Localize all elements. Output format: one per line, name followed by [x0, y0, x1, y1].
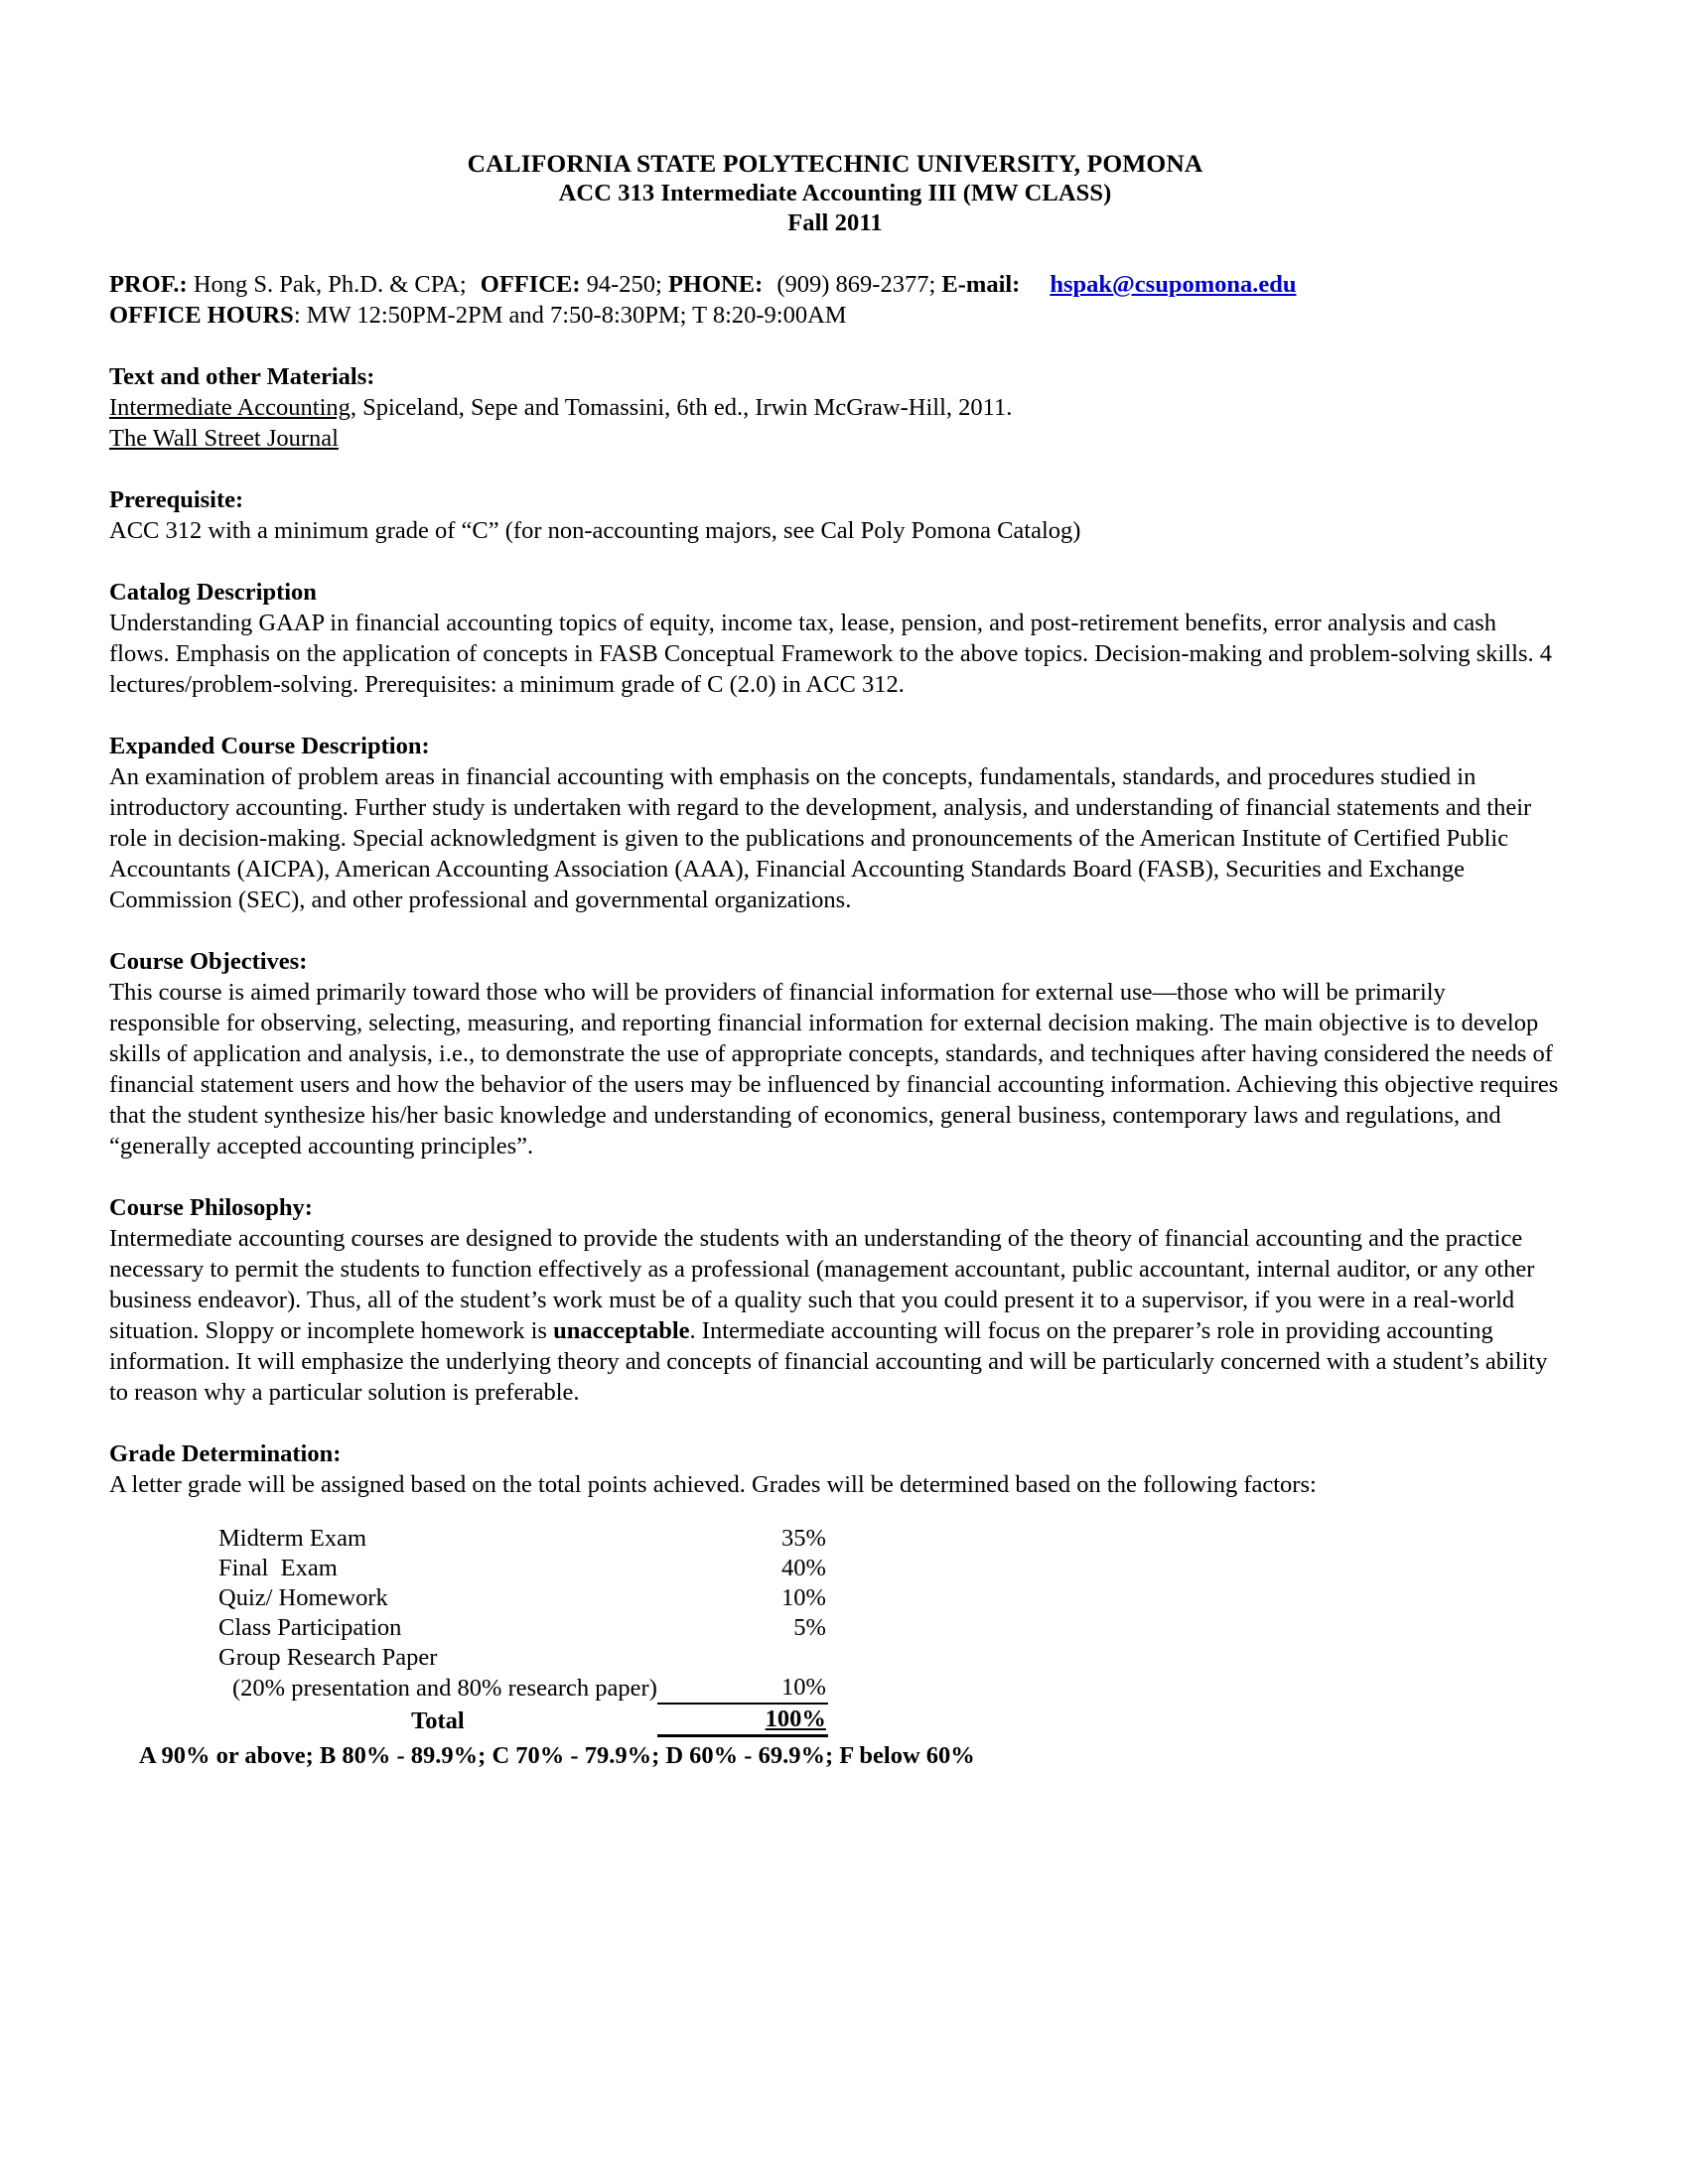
spacer: [109, 1408, 1561, 1438]
table-row: [218, 1524, 828, 1554]
grade-item-value: 10%: [657, 1673, 828, 1704]
section-heading-catalog-description: Catalog Description: [109, 579, 317, 606]
page-title: [109, 149, 1561, 238]
office-hours-line: [109, 300, 1561, 331]
grade-item-value: [657, 1643, 828, 1673]
office-hours-label: OFFICE HOURS: [109, 302, 294, 329]
table-row: [218, 1554, 828, 1583]
grade-weights-table: [218, 1524, 828, 1737]
course-objectives-body: This course is aimed primarily toward those who will be providers of financial information for external use—those who will be primarily responsible for observing, selecting, measuring, and reporting financial information for external decision making. The main objective is to develop skills of application and analysis, i.e., to demonstrate the use of appropriate concepts, standards, and techniques after having considered the needs of financial statement users and how the behavior of the users may be influenced by financial accounting information. Achieving this objective requires that the student synthesize his/her basic knowledge and understanding of economics, general business, contemporary laws and regulations, and “generally accepted accounting principles”.: [109, 979, 1559, 1160]
office-value: 94-250;: [586, 271, 662, 298]
grade-item-label: Final Exam: [218, 1555, 338, 1581]
textbook-title: Intermediate Accounting: [109, 394, 351, 421]
materials-journal: [109, 423, 1561, 454]
prof-value: Hong S. Pak, Ph.D. & CPA;: [193, 271, 467, 298]
grade-item-label: Midterm Exam: [218, 1525, 367, 1552]
section-heading-materials: Text and other Materials:: [109, 363, 375, 390]
textbook-details: , Spiceland, Sepe and Tomassini, 6th ed., Irwin McGraw-Hill, 2011.: [350, 394, 1013, 421]
section-heading-course-philosophy: Course Philosophy:: [109, 1194, 313, 1221]
spacer: [109, 700, 1561, 731]
prerequisite-body: ACC 312 with a minimum grade of “C” (for non-accounting majors, see Cal Poly Pomona Catalog): [109, 517, 1081, 544]
grade-total-label: Total: [411, 1706, 465, 1734]
expanded-course-description-body: An examination of problem areas in financial accounting with emphasis on the concepts, fundamentals, standards, and procedures studied in introductory accounting. Further study is undertaken with regard to the development, analysis, and understanding of financial statements and their role in decision-making. Special acknowledgment is given to the publications and pronouncements of the American Institute of Certified Public Accountants (AICPA), American Accounting Association (AAA), Financial Accounting Standards Board (FASB), Securities and Exchange Commission (SEC), and other professional and governmental organizations.: [109, 763, 1532, 913]
email-link[interactable]: hspak@csupomona.edu: [1050, 271, 1297, 298]
email-label: E-mail:: [941, 271, 1021, 298]
title-term: Fall 2011: [787, 209, 883, 236]
section-heading-expanded-course-description: Expanded Course Description:: [109, 733, 430, 759]
spacer: [109, 454, 1561, 484]
grade-item-value: 5%: [793, 1614, 826, 1641]
phone-label: PHONE:: [667, 271, 764, 298]
phone-value: (909) 869-2377;: [776, 271, 936, 298]
catalog-description-body: Understanding GAAP in financial accounting topics of equity, income tax, lease, pension, and post-retirement benefits, error analysis and cash flows. Emphasis on the application of concepts in FASB Conceptual Framework to the above topics. Decision-making and problem-solving skills. 4 lectures/problem-solving. Prerequisites: a minimum grade of C (2.0) in ACC 312.: [109, 610, 1552, 698]
spacer: [109, 546, 1561, 577]
table-row: [218, 1583, 828, 1613]
office-hours-value: : MW 12:50PM-2PM and 7:50-8:30PM; T 8:20-9:00AM: [293, 302, 847, 329]
table-row-total: [218, 1704, 828, 1736]
instructor-line: [109, 269, 1561, 300]
spacer: [109, 331, 1561, 361]
philosophy-text-part2: . Intermediate accounting will focus on the preparer’s role in providing accounting information. It will emphasize the underlying theory and concepts of financial accounting and will be particularly concerned with a student’s ability to reason why a particular solution is preferable.: [109, 1317, 1548, 1406]
prof-label: PROF.:: [109, 271, 188, 298]
spacer: [109, 915, 1561, 946]
grade-item-value: 10%: [780, 1584, 826, 1611]
philosophy-emphasis: unacceptable: [553, 1317, 690, 1344]
grade-determination-intro: A letter grade will be assigned based on the total points achieved. Grades will be determined based on the following factors:: [109, 1471, 1317, 1498]
table-row: [218, 1673, 828, 1704]
section-heading-grade-determination: Grade Determination:: [109, 1440, 342, 1467]
grade-item-value: 40%: [780, 1555, 826, 1581]
section-heading-course-objectives: Course Objectives:: [109, 948, 308, 975]
office-label: OFFICE:: [480, 271, 581, 298]
title-course: ACC 313 Intermediate Accounting III (MW CLASS): [558, 180, 1112, 206]
spacer: [109, 1161, 1561, 1192]
spacer: [109, 238, 1561, 269]
grade-item-label: Group Research Paper: [218, 1644, 438, 1671]
philosophy-text-part1: Intermediate accounting courses are designed to provide the students with an understanding of the theory of financial accounting and the practice necessary to permit the students to function effectively as a professional (management accountant, public accountant, internal auditor, or any other business endeavor). Thus, all of the student’s work must be of a quality such that you could present it to a supervisor, if you were in a real-world situation. Sloppy or incomplete homework is: [109, 1225, 1535, 1344]
grade-total-value: 100%: [657, 1704, 828, 1736]
table-row: [218, 1643, 828, 1673]
document-body: [109, 149, 1561, 1771]
grade-table-body: [218, 1524, 828, 1736]
grade-item-label: Class Participation: [218, 1614, 402, 1641]
grade-scale-line: A 90% or above; B 80% - 89.9%; C 70% - 79.9%; D 60% - 69.9%; F below 60%: [139, 1742, 975, 1769]
table-row: [218, 1613, 828, 1643]
grade-item-value: 35%: [780, 1525, 826, 1552]
grade-item-label: (20% presentation and 80% research paper): [232, 1675, 657, 1702]
materials-textbook: [109, 392, 1561, 423]
title-university: CALIFORNIA STATE POLYTECHNIC UNIVERSITY, POMONA: [467, 149, 1203, 178]
section-heading-prerequisite: Prerequisite:: [109, 486, 244, 513]
grade-item-label: Quiz/ Homework: [218, 1584, 388, 1611]
course-philosophy-body: [109, 1223, 1561, 1408]
journal-title: The Wall Street Journal: [109, 425, 339, 452]
